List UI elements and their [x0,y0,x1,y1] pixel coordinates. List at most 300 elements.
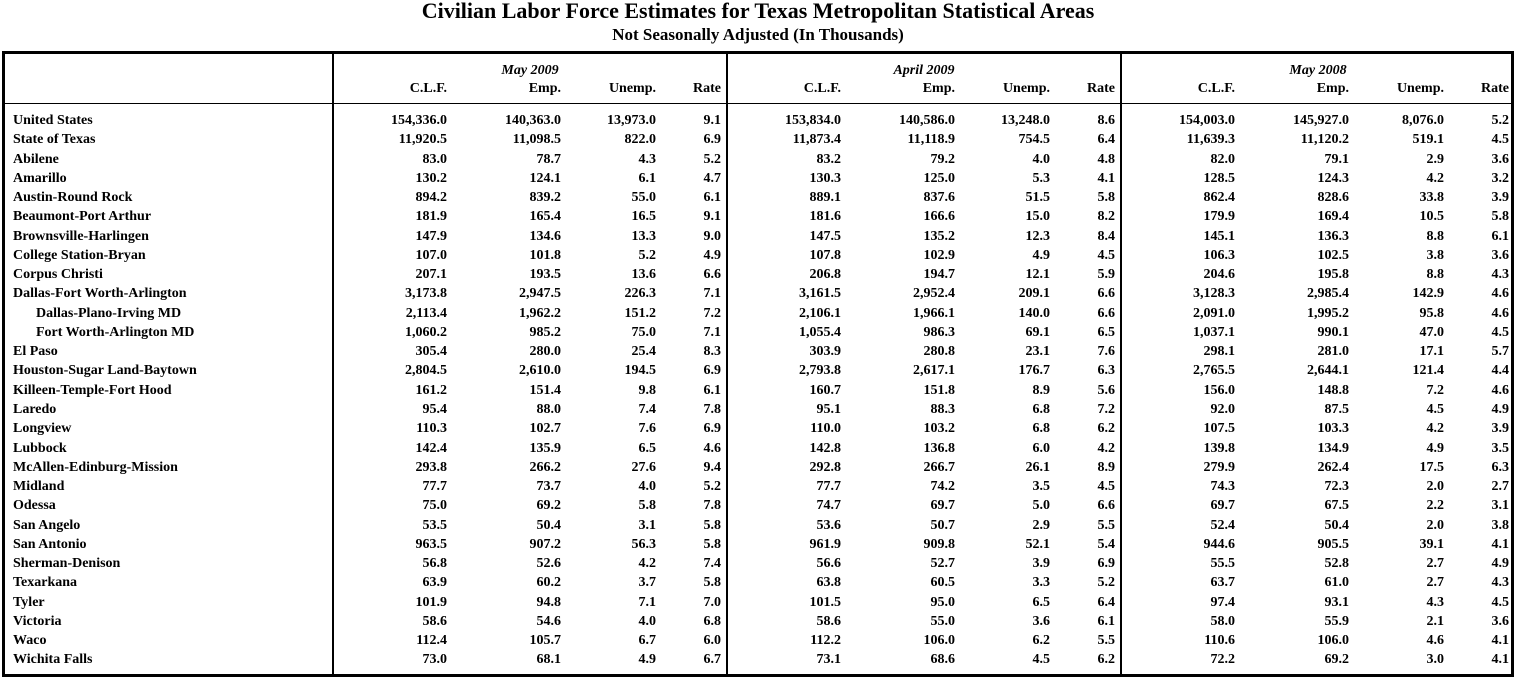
area-name: Waco [13,633,47,649]
value-cell: 4.5 [1491,132,1509,148]
value-cell: 151.2 [624,305,656,321]
value-cell: 112.4 [416,633,447,649]
value-cell: 5.2 [1491,113,1509,128]
value-cell: 5.2 [703,151,721,167]
value-cell: 8.9 [1032,382,1050,398]
value-cell: 72.3 [1324,479,1349,495]
value-cell: 6.3 [1097,363,1115,379]
value-cell: 6.4 [1097,594,1115,610]
area-name: Brownsville-Harlingen [13,228,149,244]
value-cell: 12.1 [1025,267,1050,283]
value-cell: 6.8 [1032,401,1050,417]
value-cell: 3.9 [1491,190,1509,206]
value-cell: 2,610.0 [519,363,561,379]
value-cell: 136.8 [923,440,955,456]
value-cell: 963.5 [415,536,447,552]
value-cell: 148.8 [1317,382,1349,398]
value-cell: 110.3 [416,421,447,437]
value-cell: 140,586.0 [899,113,955,128]
value-cell: 985.2 [529,324,561,340]
value-cell: 4.6 [1491,382,1509,398]
value-cell: 55.0 [631,190,656,206]
value-cell: 107.0 [415,247,447,263]
area-name: Abilene [13,151,59,167]
value-cell: 1,055.4 [799,324,841,340]
value-cell: 68.1 [536,652,561,668]
value-cell: 6.1 [638,170,656,186]
value-cell: 2.9 [1032,517,1050,533]
value-cell: 194.7 [923,267,955,283]
value-cell: 25.4 [631,344,656,360]
value-cell: 88.0 [536,401,561,417]
value-cell: 8.4 [1097,228,1115,244]
period-header: April 2009 [893,63,955,78]
value-cell: 4.1 [1491,652,1509,668]
value-cell: 4.6 [1426,633,1444,649]
value-cell: 4.6 [703,440,721,456]
value-cell: 135.2 [923,228,955,244]
table-row [5,477,1511,496]
value-cell: 7.2 [1097,401,1115,417]
table-row [5,246,1511,265]
value-cell: 11,639.3 [1186,132,1235,148]
value-cell: 13.3 [631,228,656,244]
area-name: Corpus Christi [13,267,103,283]
table-row [5,631,1511,650]
table-row [5,130,1511,149]
value-cell: 6.0 [1032,440,1050,456]
value-cell: 5.2 [638,247,656,263]
value-cell: 6.3 [1491,459,1509,475]
value-cell: 3.0 [1426,652,1444,668]
value-cell: 4.9 [703,247,721,263]
value-cell: 160.7 [809,382,841,398]
value-cell: 209.1 [1018,286,1050,302]
value-cell: 7.2 [703,305,721,321]
value-cell: 206.8 [809,267,841,283]
value-cell: 2.7 [1426,556,1444,572]
value-cell: 12.3 [1025,228,1050,244]
value-cell: 5.7 [1491,344,1509,360]
table-row [5,361,1511,380]
table-row [5,342,1511,361]
table-row [5,111,1511,130]
value-cell: 4.6 [1491,286,1509,302]
value-cell: 103.2 [923,421,955,437]
value-cell: 6.5 [1032,594,1050,610]
value-cell: 125.0 [923,170,955,186]
value-cell: 142.4 [415,440,447,456]
value-cell: 142.9 [1412,286,1444,302]
header-rule [5,103,1511,104]
value-cell: 862.4 [1203,190,1235,206]
value-cell: 4.7 [703,170,721,186]
value-cell: 154,336.0 [391,113,447,128]
value-cell: 11,118.9 [907,132,955,148]
value-cell: 16.5 [631,209,656,225]
value-cell: 4.5 [1032,652,1050,668]
value-cell: 2.7 [1426,575,1444,591]
value-cell: 262.4 [1317,459,1349,475]
value-cell: 4.4 [1491,363,1509,379]
value-cell: 75.0 [422,498,447,514]
value-cell: 194.5 [624,363,656,379]
value-cell: 63.9 [422,575,447,591]
value-cell: 55.5 [1210,556,1235,572]
table-row [5,593,1511,612]
value-cell: 2,091.0 [1193,305,1235,321]
value-cell: 6.9 [1097,556,1115,572]
value-cell: 5.2 [703,479,721,495]
value-cell: 166.6 [923,209,955,225]
value-cell: 6.2 [1032,633,1050,649]
area-name: San Angelo [13,517,81,533]
value-cell: 1,962.2 [519,305,561,321]
value-cell: 77.7 [816,479,841,495]
table-row [5,227,1511,246]
value-cell: 69.7 [930,498,955,514]
table-row [5,554,1511,573]
value-cell: 142.8 [809,440,841,456]
value-cell: 3.8 [1491,517,1509,533]
value-cell: 4.0 [1032,151,1050,167]
value-cell: 105.7 [529,633,561,649]
value-cell: 147.5 [809,228,841,244]
value-cell: 204.6 [1203,267,1235,283]
value-cell: 2,793.8 [799,363,841,379]
value-cell: 8.8 [1426,228,1444,244]
value-cell: 4.9 [1032,247,1050,263]
table-row [5,573,1511,592]
value-cell: 6.1 [1491,228,1509,244]
value-cell: 7.0 [703,594,721,610]
value-cell: 193.5 [529,267,561,283]
value-cell: 52.1 [1025,536,1050,552]
value-cell: 165.4 [529,209,561,225]
area-name: Beaumont-Port Arthur [13,209,152,225]
value-cell: 161.2 [415,382,447,398]
area-name: Odessa [13,498,56,514]
column-header: Emp. [922,81,955,96]
value-cell: 4.2 [1426,170,1444,186]
area-name: McAllen-Edinburg-Mission [13,459,178,475]
value-cell: 107.8 [809,247,841,263]
value-cell: 135.9 [529,440,561,456]
table-row [5,381,1511,400]
value-cell: 68.6 [930,652,955,668]
value-cell: 4.9 [1491,556,1509,572]
value-cell: 4.1 [1097,170,1115,186]
value-cell: 2.1 [1426,613,1444,629]
value-cell: 78.7 [536,151,561,167]
value-cell: 7.6 [638,421,656,437]
value-cell: 2,952.4 [913,286,955,302]
value-cell: 944.6 [1203,536,1235,552]
value-cell: 8.3 [703,344,721,360]
value-cell: 69.7 [1210,498,1235,514]
value-cell: 3,128.3 [1193,286,1235,302]
value-cell: 4.3 [638,151,656,167]
table-row [5,650,1511,669]
value-cell: 2.2 [1426,498,1444,514]
value-cell: 1,037.1 [1193,324,1235,340]
value-cell: 52.8 [1324,556,1349,572]
area-name: Wichita Falls [13,652,93,668]
value-cell: 60.5 [930,575,955,591]
area-name: Lubbock [13,440,67,456]
value-cell: 907.2 [529,536,561,552]
area-name: Victoria [13,613,62,629]
table-row [5,169,1511,188]
table-row [5,419,1511,438]
value-cell: 9.4 [703,459,721,475]
value-cell: 6.7 [638,633,656,649]
value-cell: 95.4 [422,401,447,417]
table-row [5,400,1511,419]
value-cell: 153,834.0 [785,113,841,128]
value-cell: 6.6 [1097,305,1115,321]
value-cell: 9.8 [638,382,656,398]
value-cell: 181.6 [809,209,841,225]
value-cell: 33.8 [1419,190,1444,206]
value-cell: 4.5 [1491,324,1509,340]
value-cell: 6.5 [1097,324,1115,340]
value-cell: 4.9 [1491,401,1509,417]
column-header: Emp. [528,81,561,96]
value-cell: 110.6 [1204,633,1235,649]
value-cell: 8.9 [1097,459,1115,475]
value-cell: 280.8 [923,344,955,360]
value-cell: 6.1 [703,382,721,398]
value-cell: 110.0 [810,421,841,437]
value-cell: 6.6 [1097,498,1115,514]
value-cell: 2.7 [1491,479,1509,495]
value-cell: 8,076.0 [1402,113,1444,128]
value-cell: 140.0 [1018,305,1050,321]
value-cell: 7.6 [1097,344,1115,360]
value-cell: 3.8 [1426,247,1444,263]
value-cell: 56.3 [631,536,656,552]
value-cell: 58.6 [816,613,841,629]
value-cell: 5.5 [1097,633,1115,649]
value-cell: 11,873.4 [792,132,841,148]
value-cell: 13,973.0 [607,113,656,128]
value-cell: 909.8 [923,536,955,552]
value-cell: 11,920.5 [398,132,447,148]
value-cell: 130.2 [415,170,447,186]
value-cell: 72.2 [1210,652,1235,668]
value-cell: 4.5 [1426,401,1444,417]
value-cell: 303.9 [809,344,841,360]
value-cell: 2.0 [1426,479,1444,495]
value-cell: 3.9 [1032,556,1050,572]
value-cell: 5.2 [1097,575,1115,591]
value-cell: 128.5 [1203,170,1235,186]
period-header: May 2009 [501,63,559,78]
value-cell: 50.7 [930,517,955,533]
value-cell: 3.6 [1491,247,1509,263]
value-cell: 305.4 [415,344,447,360]
area-name: United States [13,113,93,128]
value-cell: 2,644.1 [1307,363,1349,379]
value-cell: 74.3 [1210,479,1235,495]
area-name: Tyler [13,594,45,610]
column-header: Rate [1481,81,1509,96]
value-cell: 4.5 [1097,247,1115,263]
value-cell: 3.6 [1491,151,1509,167]
value-cell: 6.8 [703,613,721,629]
value-cell: 3.5 [1491,440,1509,456]
column-header: Unemp. [1002,81,1050,96]
value-cell: 77.7 [422,479,447,495]
value-cell: 55.9 [1324,613,1349,629]
value-cell: 53.6 [816,517,841,533]
table-row [5,284,1511,303]
value-cell: 140,363.0 [505,113,561,128]
value-cell: 6.6 [703,267,721,283]
value-cell: 990.1 [1317,324,1349,340]
value-cell: 4.9 [1426,440,1444,456]
value-cell: 5.3 [1032,170,1050,186]
value-cell: 7.8 [703,401,721,417]
area-name: Dallas-Plano-Irving MD [36,305,182,321]
column-header: C.L.F. [803,81,841,96]
value-cell: 7.1 [703,324,721,340]
area-name: Sherman-Denison [13,556,121,572]
value-cell: 69.1 [1025,324,1050,340]
value-cell: 106.0 [923,633,955,649]
value-cell: 3.1 [638,517,656,533]
value-cell: 55.0 [930,613,955,629]
value-cell: 101.8 [529,247,561,263]
value-cell: 3.5 [1032,479,1050,495]
value-cell: 60.2 [536,575,561,591]
value-cell: 2.0 [1426,517,1444,533]
value-cell: 97.4 [1210,594,1235,610]
value-cell: 3.2 [1491,170,1509,186]
value-cell: 176.7 [1018,363,1050,379]
value-cell: 23.1 [1025,344,1050,360]
value-cell: 75.0 [631,324,656,340]
value-cell: 74.2 [930,479,955,495]
column-header: Unemp. [608,81,656,96]
value-cell: 52.4 [1210,517,1235,533]
value-cell: 3.3 [1032,575,1050,591]
value-cell: 6.9 [703,363,721,379]
value-cell: 6.7 [703,652,721,668]
value-cell: 27.6 [631,459,656,475]
value-cell: 4.5 [1491,594,1509,610]
table-row [5,439,1511,458]
value-cell: 6.8 [1032,421,1050,437]
value-cell: 54.6 [536,613,561,629]
value-cell: 839.2 [529,190,561,206]
area-name: Killeen-Temple-Fort Hood [13,382,172,398]
value-cell: 134.6 [529,228,561,244]
value-cell: 3,173.8 [405,286,447,302]
value-cell: 986.3 [923,324,955,340]
value-cell: 837.6 [923,190,955,206]
value-cell: 6.9 [703,421,721,437]
value-cell: 67.5 [1324,498,1349,514]
value-cell: 112.2 [810,633,841,649]
value-cell: 52.7 [930,556,955,572]
value-cell: 56.6 [816,556,841,572]
value-cell: 106.0 [1317,633,1349,649]
value-cell: 5.4 [1097,536,1115,552]
value-cell: 9.0 [703,228,721,244]
value-cell: 1,060.2 [405,324,447,340]
value-cell: 73.0 [422,652,447,668]
area-name: College Station-Bryan [13,247,146,263]
value-cell: 905.5 [1317,536,1349,552]
table-row [5,612,1511,631]
table-row [5,207,1511,226]
value-cell: 280.0 [529,344,561,360]
table-title: Civilian Labor Force Estimates for Texas Metropolitan Statistical Areas [421,0,1095,23]
value-cell: 156.0 [1203,382,1235,398]
value-cell: 6.9 [703,132,721,148]
value-cell: 4.3 [1491,575,1509,591]
value-cell: 10.5 [1419,209,1444,225]
period-header: May 2008 [1289,63,1347,78]
value-cell: 11,098.5 [512,132,561,148]
value-cell: 169.4 [1317,209,1349,225]
value-cell: 17.5 [1419,459,1444,475]
value-cell: 279.9 [1203,459,1235,475]
value-cell: 103.3 [1317,421,1349,437]
table-subtitle: Not Seasonally Adjusted (In Thousands) [612,25,904,44]
value-cell: 894.2 [415,190,447,206]
value-cell: 4.2 [1097,440,1115,456]
value-cell: 63.8 [816,575,841,591]
area-name: Houston-Sugar Land-Baytown [13,363,197,379]
value-cell: 136.3 [1317,228,1349,244]
value-cell: 3,161.5 [799,286,841,302]
value-cell: 4.8 [1097,151,1115,167]
value-cell: 2,113.4 [405,305,447,321]
value-cell: 5.8 [703,536,721,552]
value-cell: 3.6 [1032,613,1050,629]
value-cell: 7.1 [703,286,721,302]
area-name: Laredo [13,401,57,417]
value-cell: 5.6 [1097,382,1115,398]
value-cell: 6.2 [1097,421,1115,437]
value-cell: 79.1 [1324,151,1349,167]
value-cell: 4.2 [1426,421,1444,437]
value-cell: 145.1 [1203,228,1235,244]
value-cell: 6.1 [1097,613,1115,629]
value-cell: 7.1 [638,594,656,610]
value-cell: 2,804.5 [405,363,447,379]
value-cell: 147.9 [415,228,447,244]
value-cell: 88.3 [930,401,955,417]
value-cell: 73.1 [816,652,841,668]
column-header: Emp. [1316,81,1349,96]
value-cell: 754.5 [1018,132,1050,148]
value-cell: 6.2 [1097,652,1115,668]
value-cell: 4.0 [638,613,656,629]
table-row [5,304,1511,323]
value-cell: 63.7 [1210,575,1235,591]
column-header: Unemp. [1396,81,1444,96]
value-cell: 13,248.0 [1001,113,1050,128]
value-cell: 69.2 [1324,652,1349,668]
value-cell: 151.8 [923,382,955,398]
value-cell: 4.6 [1491,305,1509,321]
value-cell: 101.9 [415,594,447,610]
value-cell: 5.8 [1491,209,1509,225]
